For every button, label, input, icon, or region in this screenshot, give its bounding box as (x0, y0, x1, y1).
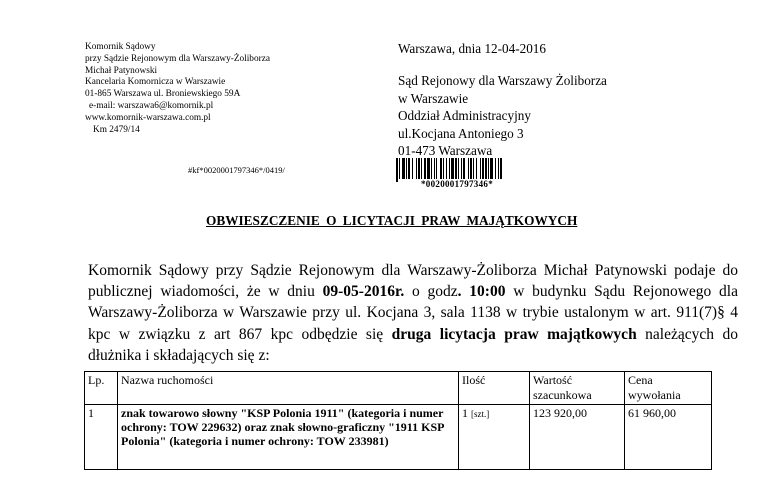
barcode-caption: *0020001797346* (398, 179, 516, 190)
auction-time: . 10:00 (457, 283, 506, 301)
reference-code: #kf*0020001797346*/0419/ (188, 165, 285, 175)
sender-line: Komornik Sądowy (85, 42, 156, 52)
sender-email: e-mail: warszawa6@komornik.pl (89, 100, 214, 111)
header-lp: Lp. (85, 372, 118, 405)
row-starting-price: 61 960,00 (625, 405, 712, 470)
assets-table (84, 371, 712, 470)
notice-title: OBWIESZCZENIE O LICYTACJI PRAW MAJĄTKOWYCH (206, 213, 578, 228)
recipient-line: ul.Kocjana Antoniego 3 (398, 125, 524, 141)
table-header-row (85, 372, 712, 405)
header-starting-price: Cena wywołania (625, 372, 712, 405)
row-lp: 1 (85, 405, 118, 470)
body-line (88, 324, 738, 345)
body-text-segment: o godz (404, 283, 458, 301)
body-line (88, 281, 738, 302)
recipient-line: Sąd Rejonowy dla Warszawy Żoliborza (398, 73, 607, 88)
case-number: Km 2479/14 (93, 124, 140, 135)
sender-line: Michał Patynowski (85, 65, 158, 76)
body-text-segment: publicznej wiadomości, że w dniu (88, 283, 323, 301)
row-quantity (459, 405, 530, 470)
sender-line: 01-865 Warszawa ul. Broniewskiego 59A (85, 89, 241, 100)
notice-body (88, 260, 738, 366)
body-line: Komornik Sądowy przy Sądzie Rejonowym dla Warszawy-Żoliborza Michał Patynowski podaje do (88, 262, 738, 279)
auction-type: druga licytacja praw majątkowych (391, 325, 637, 343)
auction-date: 09-05-2016r. (322, 283, 405, 301)
sender-address-block (85, 42, 270, 136)
header-estimated-value: Wartość szacunkowa (530, 372, 625, 405)
header-name: Nazwa ruchomości (118, 372, 459, 405)
quantity-value: 1 (462, 406, 468, 420)
quantity-unit: [szt.] (471, 409, 490, 419)
place-and-date: Warszawa, dnia 12-04-2016 (398, 41, 546, 56)
recipient-line: w Warszawie (398, 90, 469, 106)
recipient-line: 01-473 Warszawa (398, 143, 493, 158)
row-estimated-value: 123 920,00 (530, 405, 625, 470)
body-text-segment: w budynku Sądu Rejonowego dla (505, 283, 738, 301)
sender-line: Kancelaria Komornicza w Warszawie (85, 77, 226, 88)
body-line: dłużnika i składających się z: (88, 346, 270, 364)
recipient-address-block (398, 72, 607, 160)
body-line: Warszawy-Żoliborza w Warszawie przy ul. Kocjana 3, sala 1138 w trybie ustalonym w art. 911(7)§ 4 (88, 304, 738, 322)
header-quantity: Ilość (459, 372, 530, 405)
row-asset-name: znak towarowo słowny "KSP Polonia 1911" (kategoria i numer ochrony: TOW 229632) oraz znak słowno-graficzny "1911 KSP Polonia" (kategoria i numer ochrony: TOW 233981) (118, 405, 459, 470)
sender-line: przy Sądzie Rejonowym dla Warszawy-Żoliborza (85, 53, 270, 64)
body-text-segment: należących do (636, 325, 739, 343)
sender-website: www.komornik-warszawa.com.pl (85, 112, 211, 123)
recipient-line: Oddział Administracyjny (398, 108, 531, 123)
table-row (85, 405, 712, 470)
body-text-segment: kpc w związku z art 867 kpc odbędzie się (88, 325, 392, 343)
